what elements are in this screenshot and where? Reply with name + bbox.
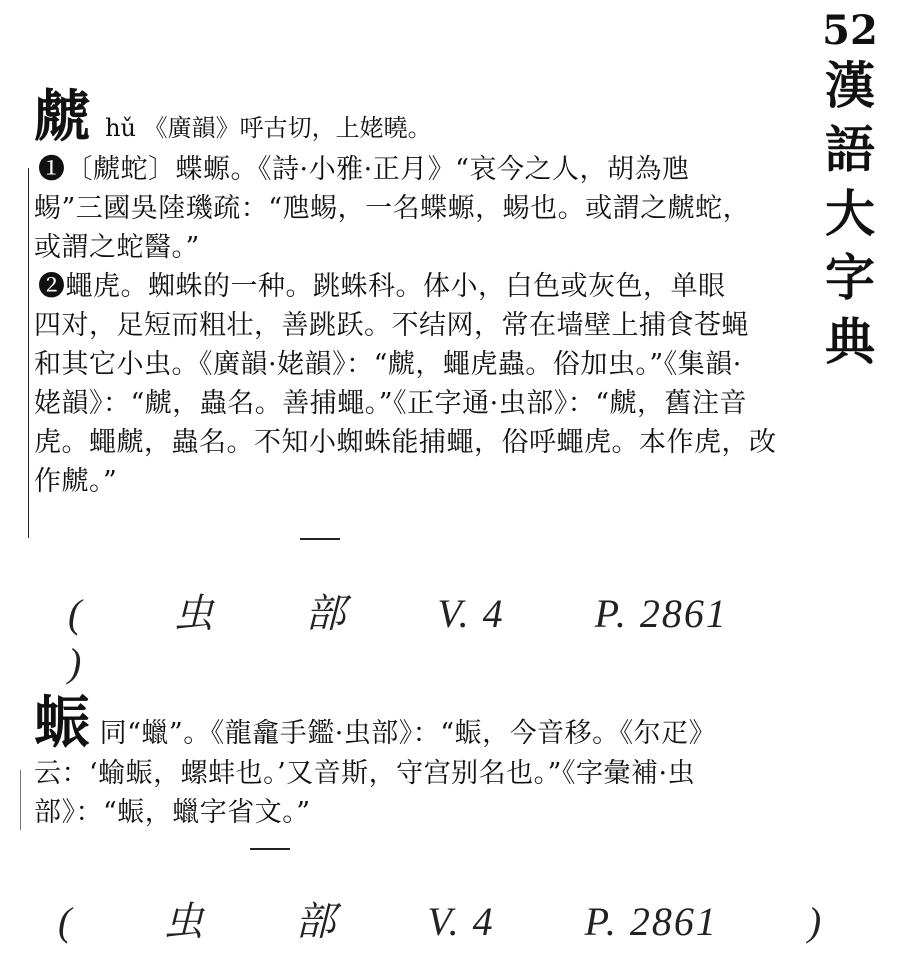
pronunciation: hǔ 《廣韻》呼古切，上姥曉。 [105,114,432,142]
text-line: ❷蠅虎。蜘蛛的一种。跳蛛科。体小，白色或灰色，单眼 [38,271,726,302]
dictionary-entry-1 [34,86,804,501]
text-line-first: 同“蠟”。《龍龕手鑑·虫部》：“蜄，今音移。《尔疋》 [99,718,717,749]
margin-rule [20,770,21,830]
text-line: ❶〔虤蛇〕蝶螈。《詩·小雅·正月》“哀今之人，胡為虺 [38,154,690,185]
note-part: 部 [295,899,338,944]
page-number: 52 [822,7,878,54]
definition-text [34,692,804,832]
dictionary-entry-2 [34,692,804,832]
side-header [818,8,882,374]
title-char: 大 [825,184,875,243]
title-char: 漢 [825,56,875,115]
text-line: 部》：“蜄，蠟字省文。” [34,797,311,828]
text-line: 云：‘蝓蜄，螺蚌也。’又音斯，守宫别名也。”《字彙補·虫 [34,758,696,789]
short-rule [300,538,340,540]
title-char: 字 [825,248,875,307]
text-line: 作虤。” [34,466,118,497]
headword: 虤 [34,84,90,150]
note-radical: 虫 [163,899,206,944]
handwritten-note-2 [58,890,901,947]
title-char: 典 [825,312,875,371]
note-page: P. 2861 [594,591,728,636]
note-paren: ) [68,640,84,685]
title-char: 語 [825,120,875,179]
note-radical: 虫 [173,591,216,636]
note-volume: V. 4 [427,899,495,944]
note-part: 部 [305,591,348,636]
handwritten-note-1 [68,582,904,686]
note-page: P. 2861 [584,899,718,944]
entry-heading [34,86,804,148]
note-paren: ( [58,899,74,944]
dictionary-title [818,54,882,374]
note-paren: ( [68,591,84,636]
definition-text [34,150,804,501]
text-line: 蜴”三國吳陸璣疏：“虺蜴，一名蝶螈，蜴也。或謂之虤蛇， [34,193,751,224]
margin-rule [28,168,29,538]
headword: 蜄 [34,690,91,756]
note-volume: V. 4 [437,591,505,636]
text-line: 虎。蠅虤，蟲名。不知小蜘蛛能捕蠅，俗呼蠅虎。本作虎，改 [34,427,777,458]
text-line [34,692,804,754]
text-line: 或謂之蛇醫。” [34,232,200,263]
text-line: 和其它小虫。《廣韻·姥韻》：“虤，蠅虎蟲。俗加虫。”《集韻· [34,349,742,380]
text-line: 四对，足短而粗壮，善跳跃。不结网，常在墙壁上捕食苍蝇 [34,310,749,341]
short-rule [250,848,290,850]
note-paren: ) [807,899,824,944]
text-line: 姥韻》：“虤，蟲名。善捕蠅。”《正字通·虫部》：“虤，舊注音 [34,388,747,419]
